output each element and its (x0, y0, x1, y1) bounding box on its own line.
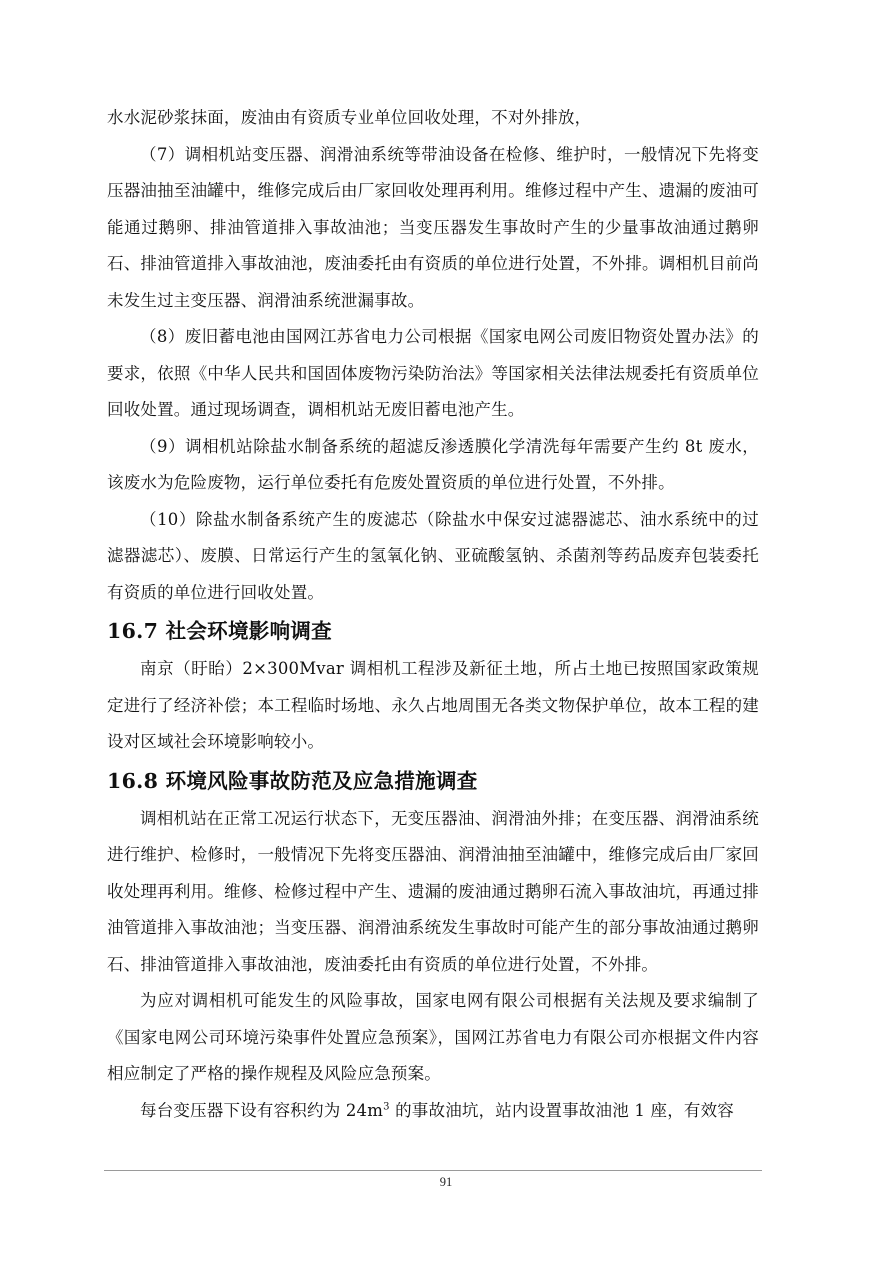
superscript-3: 3 (383, 1101, 390, 1112)
page-number: 91 (439, 1175, 453, 1189)
paragraph-emergency-plan: 为应对调相机可能发生的风险事故，国家电网有限公司根据有关法规及要求编制了《国家电网公司环境污染事件处置应急预案》，国网江苏省电力有限公司亦根据文件内容相应制定了严格的操作规程及风险应急预案。 (107, 991, 759, 1083)
document-body (107, 100, 759, 1129)
oil-pit-text-before: 每台变压器下设有容积约为 24m (140, 1100, 384, 1120)
paragraph-oil-pit (107, 1093, 759, 1130)
paragraph-item-10: （10）除盐水制备系统产生的废滤芯（除盐水中保安过滤器滤芯、油水系统中的过滤器滤芯）、废膜、日常运行产生的氢氧化钠、亚硫酸氢钠、杀菌剂等药品废弃包装委托有资质的单位进行回收处置。 (107, 509, 759, 602)
section-heading-16-8: 16.8 环境风险事故防范及应急措施调查 (107, 768, 478, 793)
oil-pit-text-after: 的事故油坑，站内设置事故油池 1 座，有效容 (389, 1100, 734, 1120)
paragraph-risk-operation: 调相机站在正常工况运行状态下，无变压器油、润滑油外排；在变压器、润滑油系统进行维护、检修时，一般情况下先将变压器油、润滑油抽至油罐中，维修完成后由厂家回收处理再利用。维修、检修过程中产生、遗漏的废油通过鹅卵石流入事故油坑，再通过排油管道排入事故油池；当变压器、润滑油系统发生事故时可能产生的部分事故油通过鹅卵石、排油管道排入事故油池，废油委托由有资质的单位进行处置，不外排。 (107, 808, 759, 974)
paragraph-item-7: （7）调相机站变压器、润滑油系统等带油设备在检修、维护时，一般情况下先将变压器油抽至油罐中，维修完成后由厂家回收处理再利用。维修过程中产生、遗漏的废油可能通过鹅卵、排油管道排入事故油池；当变压器发生事故时产生的少量事故油通过鹅卵石、排油管道排入事故油池，废油委托由有资质的单位进行处置，不外排。调相机目前尚未发生过主变压器、润滑油系统泄漏事故。 (107, 144, 759, 310)
paragraph-item-8: （8）废旧蓄电池由国网江苏省电力公司根据《国家电网公司废旧物资处置办法》的要求，依照《中华人民共和国固体废物污染防治法》等国家相关法律法规委托有资质单位回收处置。通过现场调查，调相机站无废旧蓄电池产生。 (107, 327, 759, 419)
paragraph-continuation: 水水泥砂浆抹面，废油由有资质专业单位回收处理，不对外排放， (107, 108, 592, 127)
paragraph-item-9: （9）调相机站除盐水制备系统的超滤反渗透膜化学清洗每年需要产生约 8t 废水，该废水为危险废物，运行单位委托有危废处置资质的单位进行处置，不外排。 (107, 436, 759, 492)
section-heading-16-7: 16.7 社会环境影响调查 (107, 619, 332, 643)
paragraph-social-impact: 南京（盱眙）2×300Mvar 调相机工程涉及新征土地，所占土地已按照国家政策规定进行了经济补偿；本工程临时场地、永久占地周围无各类文物保护单位，故本工程的建设对区域社会环境影响较小。 (107, 659, 759, 751)
footer-divider (104, 1170, 762, 1171)
